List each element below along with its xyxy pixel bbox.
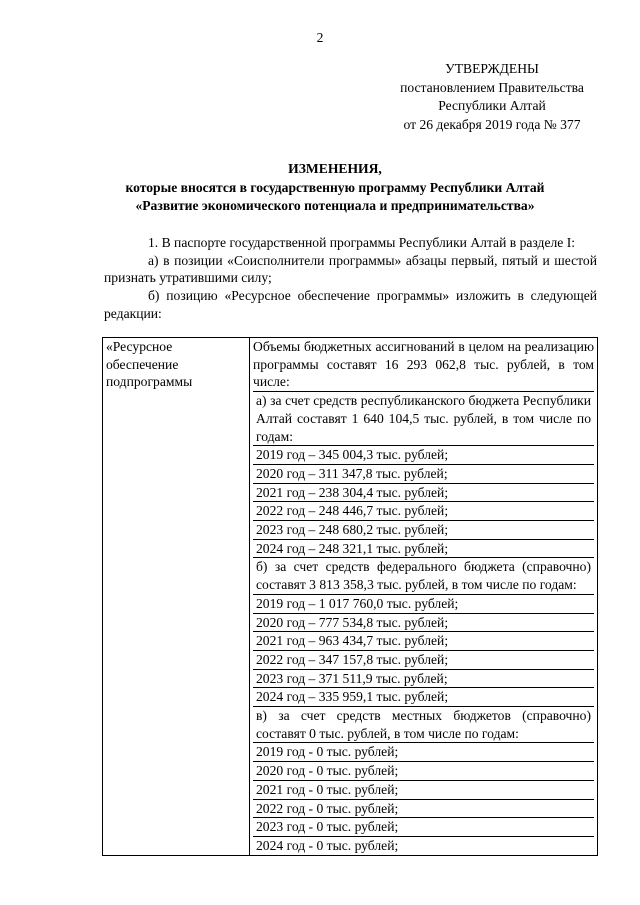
heading-program-name: «Развитие экономического потенциала и предпринимательства» bbox=[135, 198, 535, 214]
section-heading: а) за счет средств республиканского бюджета Республики Алтай составят 1 640 104,5 тыс. рублей, в том числе по годам: bbox=[253, 391, 594, 445]
approval-line: постановлением Правительства bbox=[400, 79, 584, 95]
year-line: 2021 год - 0 тыс. рублей; bbox=[253, 780, 594, 799]
page-number: 2 bbox=[316, 30, 324, 45]
heading-title: ИЗМЕНЕНИЯ, bbox=[288, 161, 382, 176]
year-line: 2024 год – 335 959,1 тыс. рублей; bbox=[253, 687, 594, 706]
year-line: 2021 год – 963 434,7 тыс. рублей; bbox=[253, 631, 594, 650]
approval-line: Республики Алтай bbox=[438, 98, 546, 114]
year-line: 2020 год – 311 347,8 тыс. рублей; bbox=[253, 464, 594, 483]
approval-stamp bbox=[370, 60, 614, 134]
body-text bbox=[104, 234, 597, 323]
year-line: 2023 год – 248 680,2 тыс. рублей; bbox=[253, 520, 594, 539]
year-line: 2021 год – 238 304,4 тыс. рублей; bbox=[253, 483, 594, 502]
section-heading: б) за счет средств федерального бюджета (справочно) составят 3 813 358,3 тыс. рублей, в том числе по годам: bbox=[253, 557, 594, 593]
year-line: 2022 год - 0 тыс. рублей; bbox=[253, 799, 594, 818]
approval-title: УТВЕРЖДЕНЫ bbox=[445, 61, 539, 76]
table-row bbox=[103, 338, 598, 856]
year-line: 2023 год - 0 тыс. рублей; bbox=[253, 817, 594, 836]
year-line: 2020 год – 777 534,8 тыс. рублей; bbox=[253, 613, 594, 632]
year-line: 2024 год – 248 321,1 тыс. рублей; bbox=[253, 539, 594, 558]
year-line: 2022 год – 248 446,7 тыс. рублей; bbox=[253, 501, 594, 520]
year-line: 2019 год – 345 004,3 тыс. рублей; bbox=[253, 445, 594, 464]
year-line: 2019 год – 1 017 760,0 тыс. рублей; bbox=[253, 594, 594, 613]
approval-line: от 26 декабря 2019 года № 377 bbox=[403, 116, 581, 132]
document-heading bbox=[90, 160, 580, 216]
paragraph: а) в позиции «Соисполнители программы» абзацы первый, пятый и шестой признать утратившими силу; bbox=[104, 252, 597, 286]
year-line: 2019 год - 0 тыс. рублей; bbox=[253, 742, 594, 761]
year-line: 2022 год – 347 157,8 тыс. рублей; bbox=[253, 650, 594, 669]
paragraph: б) позицию «Ресурсное обеспечение программы» изложить в следующей редакции: bbox=[104, 288, 597, 321]
section-heading: в) за счет средств местных бюджетов (справочно) составят 0 тыс. рублей, в том числе по годам: bbox=[253, 706, 594, 742]
table-intro: Объемы бюджетных ассигнований в целом на реализацию программы составят 16 293 062,8 тыс. рублей, в том числе: bbox=[253, 339, 594, 390]
paragraph: 1. В паспорте государственной программы Республики Алтай в разделе I: bbox=[148, 235, 576, 250]
year-line: 2023 год – 371 511,9 тыс. рублей; bbox=[253, 669, 594, 688]
table-label-cell: «Ресурсное обеспечение подпрограммы bbox=[103, 338, 250, 856]
year-line: 2024 год - 0 тыс. рублей; bbox=[253, 836, 594, 855]
year-line: 2020 год - 0 тыс. рублей; bbox=[253, 761, 594, 780]
heading-subtitle: которые вносятся в государственную программу Республики Алтай bbox=[125, 179, 545, 195]
table-content-cell bbox=[250, 338, 598, 856]
resource-table bbox=[102, 337, 598, 856]
